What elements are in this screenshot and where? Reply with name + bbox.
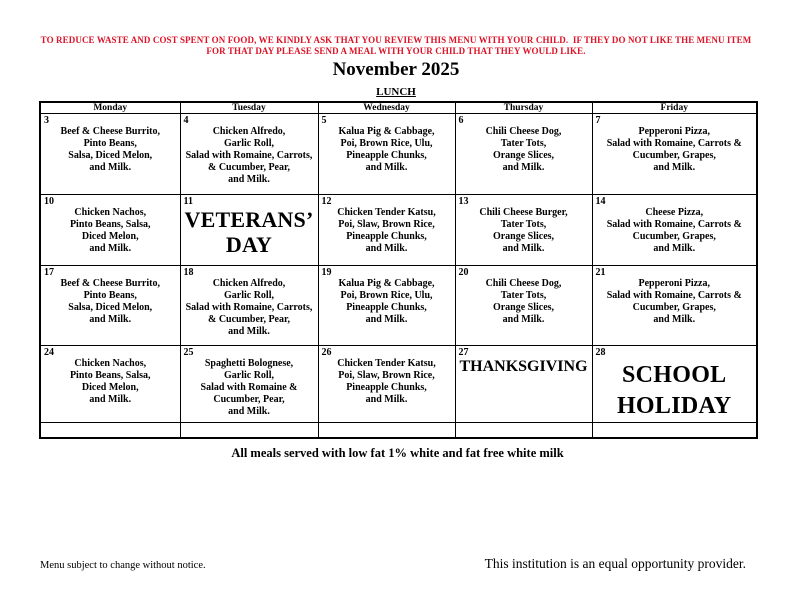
menu-line: Pineapple Chunks, bbox=[346, 150, 427, 161]
day-number: 24 bbox=[44, 347, 54, 358]
menu-line: and Milk. bbox=[89, 162, 132, 173]
menu-line: and Milk. bbox=[502, 162, 545, 173]
menu-line: Tater Tots, bbox=[500, 290, 547, 301]
day-cell-17 bbox=[40, 266, 180, 346]
day-number: 6 bbox=[458, 115, 464, 126]
menu-line: Tater Tots, bbox=[500, 138, 547, 149]
menu-text bbox=[41, 126, 180, 174]
menu-line: and Milk. bbox=[228, 406, 270, 417]
menu-line: Poi, Brown Rice, Ulu, bbox=[340, 290, 433, 301]
day-cell-28 bbox=[592, 346, 757, 423]
menu-line: Orange Slices, bbox=[492, 231, 555, 242]
day-number: 10 bbox=[44, 196, 54, 207]
day-cell-7 bbox=[592, 114, 757, 195]
menu-line: Chicken Nachos, bbox=[74, 207, 147, 218]
menu-line: Diced Melon, bbox=[81, 231, 139, 242]
menu-line: and Milk. bbox=[365, 162, 408, 173]
menu-text bbox=[181, 278, 318, 338]
menu-line: Chicken Tender Katsu, bbox=[337, 207, 436, 218]
menu-text bbox=[456, 207, 592, 255]
menu-line: Poi, Slaw, Brown Rice, bbox=[338, 219, 435, 230]
meal-label: LUNCH bbox=[376, 86, 416, 98]
menu-line: Pepperoni Pizza, bbox=[638, 126, 710, 137]
day-number: 11 bbox=[183, 196, 193, 207]
menu-line: and Milk. bbox=[228, 174, 270, 185]
menu-line: THANKSGIVING bbox=[459, 358, 588, 375]
day-cell-27 bbox=[455, 346, 592, 423]
menu-text bbox=[41, 278, 180, 326]
menu-line: Tater Tots, bbox=[500, 219, 547, 230]
day-header-tuesday: Tuesday bbox=[180, 102, 318, 114]
week-row-3 bbox=[40, 266, 757, 346]
menu-line: and Milk. bbox=[228, 326, 270, 337]
day-header-wednesday: Wednesday bbox=[318, 102, 455, 114]
menu-text bbox=[593, 278, 757, 326]
menu-line: and Milk. bbox=[653, 243, 696, 254]
menu-line: Pineapple Chunks, bbox=[346, 231, 427, 242]
menu-line: Cucumber, Grapes, bbox=[632, 231, 716, 242]
menu-line: Garlic Roll, bbox=[224, 370, 274, 381]
menu-text bbox=[456, 278, 592, 326]
menu-line: and Milk. bbox=[502, 314, 545, 325]
day-number: 19 bbox=[321, 267, 332, 278]
day-number: 25 bbox=[183, 347, 194, 358]
waste-notice-line2: FOR THAT DAY PLEASE SEND A MEAL WITH YOUR CHILD THAT THEY WOULD LIKE. bbox=[206, 45, 586, 56]
day-number: 3 bbox=[44, 115, 49, 126]
month-title: November 2025 bbox=[332, 59, 460, 80]
day-number: 17 bbox=[44, 267, 54, 278]
empty-cell bbox=[592, 423, 757, 438]
day-number: 27 bbox=[458, 347, 469, 358]
equal-opportunity-statement: This institution is an equal opportunity provider. bbox=[484, 556, 746, 571]
day-number: 4 bbox=[183, 115, 189, 126]
menu-line: Pineapple Chunks, bbox=[346, 302, 427, 313]
menu-text bbox=[41, 207, 180, 255]
menu-line: VETERANS’ bbox=[184, 207, 314, 232]
menu-line: and Milk. bbox=[365, 394, 408, 405]
menu-line: and Milk. bbox=[502, 243, 545, 254]
week-row-2 bbox=[40, 195, 757, 266]
menu-text bbox=[319, 126, 455, 174]
menu-line: Salad with Romaine, Carrots, bbox=[185, 302, 313, 313]
day-number: 20 bbox=[458, 267, 469, 278]
menu-line: & Cucumber, Pear, bbox=[207, 162, 291, 173]
menu-line: Pinto Beans, bbox=[83, 138, 137, 149]
day-cell-26 bbox=[318, 346, 455, 423]
day-cell-6 bbox=[455, 114, 592, 195]
menu-line: and Milk. bbox=[653, 314, 696, 325]
day-cell-3 bbox=[40, 114, 180, 195]
menu-line: & Cucumber, Pear, bbox=[207, 314, 291, 325]
menu-line: Cucumber, Grapes, bbox=[632, 302, 716, 313]
veterans-day-label bbox=[181, 207, 318, 257]
day-cell-10 bbox=[40, 195, 180, 266]
menu-line: Salsa, Diced Melon, bbox=[68, 302, 153, 313]
menu-line: Chicken Nachos, bbox=[74, 358, 147, 369]
day-cell-12 bbox=[318, 195, 455, 266]
day-cell-4 bbox=[180, 114, 318, 195]
thanksgiving-label bbox=[456, 358, 592, 375]
menu-line: Salad with Romaine, Carrots & bbox=[606, 290, 742, 301]
empty-cell bbox=[40, 423, 180, 438]
empty-cell bbox=[318, 423, 455, 438]
menu-text bbox=[593, 207, 757, 255]
week-row-1 bbox=[40, 114, 757, 195]
menu-line: Pinto Beans, Salsa, bbox=[69, 370, 151, 381]
menu-line: Spaghetti Bolognese, bbox=[204, 358, 294, 369]
day-header-monday: Monday bbox=[40, 102, 180, 114]
menu-line: Garlic Roll, bbox=[224, 290, 274, 301]
menu-line: Poi, Slaw, Brown Rice, bbox=[338, 370, 435, 381]
day-cell-19 bbox=[318, 266, 455, 346]
milk-footnote: All meals served with low fat 1% white and fat free white milk bbox=[231, 445, 564, 460]
waste-notice-line1: TO REDUCE WASTE AND COST SPENT ON FOOD, WE KINDLY ASK THAT YOU REVIEW THIS MENU WITH YOUR CHILD. IF THEY DO NOT LIKE THE MENU ITEM bbox=[40, 35, 752, 45]
day-cell-24 bbox=[40, 346, 180, 423]
menu-line: Beef & Cheese Burrito, bbox=[60, 278, 160, 289]
menu-line: and Milk. bbox=[365, 243, 408, 254]
day-cell-14 bbox=[592, 195, 757, 266]
empty-cell bbox=[455, 423, 592, 438]
menu-text bbox=[41, 358, 180, 406]
menu-text bbox=[319, 278, 455, 326]
page-footer bbox=[40, 556, 746, 572]
menu-line: Salad with Romaine, Carrots, bbox=[185, 150, 313, 161]
menu-text bbox=[319, 207, 455, 255]
menu-line: Chili Cheese Dog, bbox=[485, 278, 562, 289]
menu-line: Chili Cheese Dog, bbox=[485, 126, 562, 137]
menu-line: Cucumber, Grapes, bbox=[632, 150, 716, 161]
menu-text bbox=[456, 126, 592, 174]
menu-line: Salad with Romaine & bbox=[200, 382, 298, 393]
empty-cell bbox=[180, 423, 318, 438]
day-number: 12 bbox=[321, 196, 332, 207]
menu-text bbox=[181, 358, 318, 418]
menu-line: and Milk. bbox=[653, 162, 696, 173]
day-number: 28 bbox=[595, 347, 606, 358]
menu-line: Salad with Romaine, Carrots & bbox=[606, 138, 742, 149]
day-number: 14 bbox=[595, 196, 606, 207]
day-number: 5 bbox=[321, 115, 327, 126]
menu-line: Chili Cheese Burger, bbox=[479, 207, 568, 218]
menu-line: Pinto Beans, Salsa, bbox=[69, 219, 151, 230]
week-row-4 bbox=[40, 346, 757, 423]
menu-line: SCHOOL bbox=[622, 362, 727, 388]
day-cell-21 bbox=[592, 266, 757, 346]
menu-line: Kalua Pig & Cabbage, bbox=[338, 278, 435, 289]
menu-line: Salsa, Diced Melon, bbox=[68, 150, 153, 161]
day-cell-11 bbox=[180, 195, 318, 266]
menu-line: Cucumber, Pear, bbox=[213, 394, 285, 405]
day-cell-13 bbox=[455, 195, 592, 266]
menu-line: Salad with Romaine, Carrots & bbox=[606, 219, 742, 230]
menu-line: Pepperoni Pizza, bbox=[638, 278, 710, 289]
menu-line: and Milk. bbox=[89, 394, 132, 405]
menu-line: Diced Melon, bbox=[81, 382, 139, 393]
menu-line: Poi, Brown Rice, Ulu, bbox=[340, 138, 433, 149]
menu-line: Chicken Alfredo, bbox=[212, 278, 286, 289]
day-cell-5 bbox=[318, 114, 455, 195]
menu-line: and Milk. bbox=[365, 314, 408, 325]
menu-line: Orange Slices, bbox=[492, 150, 555, 161]
menu-line: Garlic Roll, bbox=[224, 138, 274, 149]
menu-line: HOLIDAY bbox=[616, 393, 732, 419]
menu-text bbox=[181, 126, 318, 186]
day-header-row bbox=[40, 102, 757, 114]
menu-line: Cheese Pizza, bbox=[645, 207, 704, 218]
day-cell-20 bbox=[455, 266, 592, 346]
day-number: 18 bbox=[183, 267, 194, 278]
menu-text bbox=[593, 126, 757, 174]
menu-line: Pinto Beans, bbox=[83, 290, 137, 301]
day-header-friday: Friday bbox=[592, 102, 757, 114]
menu-line: and Milk. bbox=[89, 314, 132, 325]
waste-notice bbox=[0, 35, 792, 56]
menu-line: Chicken Tender Katsu, bbox=[337, 358, 436, 369]
menu-line: Orange Slices, bbox=[492, 302, 555, 313]
school-holiday-label bbox=[593, 358, 757, 422]
menu-line: Chicken Alfredo, bbox=[212, 126, 286, 137]
menu-line: Pineapple Chunks, bbox=[346, 382, 427, 393]
change-notice: Menu subject to change without notice. bbox=[40, 560, 206, 571]
empty-row bbox=[40, 423, 757, 438]
menu-line: Kalua Pig & Cabbage, bbox=[338, 126, 435, 137]
lunch-calendar-table bbox=[39, 101, 758, 439]
day-number: 26 bbox=[321, 347, 332, 358]
day-cell-18 bbox=[180, 266, 318, 346]
day-number: 21 bbox=[595, 267, 606, 278]
day-header-thursday: Thursday bbox=[455, 102, 592, 114]
menu-line: and Milk. bbox=[89, 243, 132, 254]
menu-line: Beef & Cheese Burrito, bbox=[60, 126, 160, 137]
day-cell-25 bbox=[180, 346, 318, 423]
day-number: 13 bbox=[458, 196, 469, 207]
menu-text bbox=[319, 358, 455, 406]
day-number: 7 bbox=[595, 115, 601, 126]
menu-line: DAY bbox=[225, 232, 273, 257]
